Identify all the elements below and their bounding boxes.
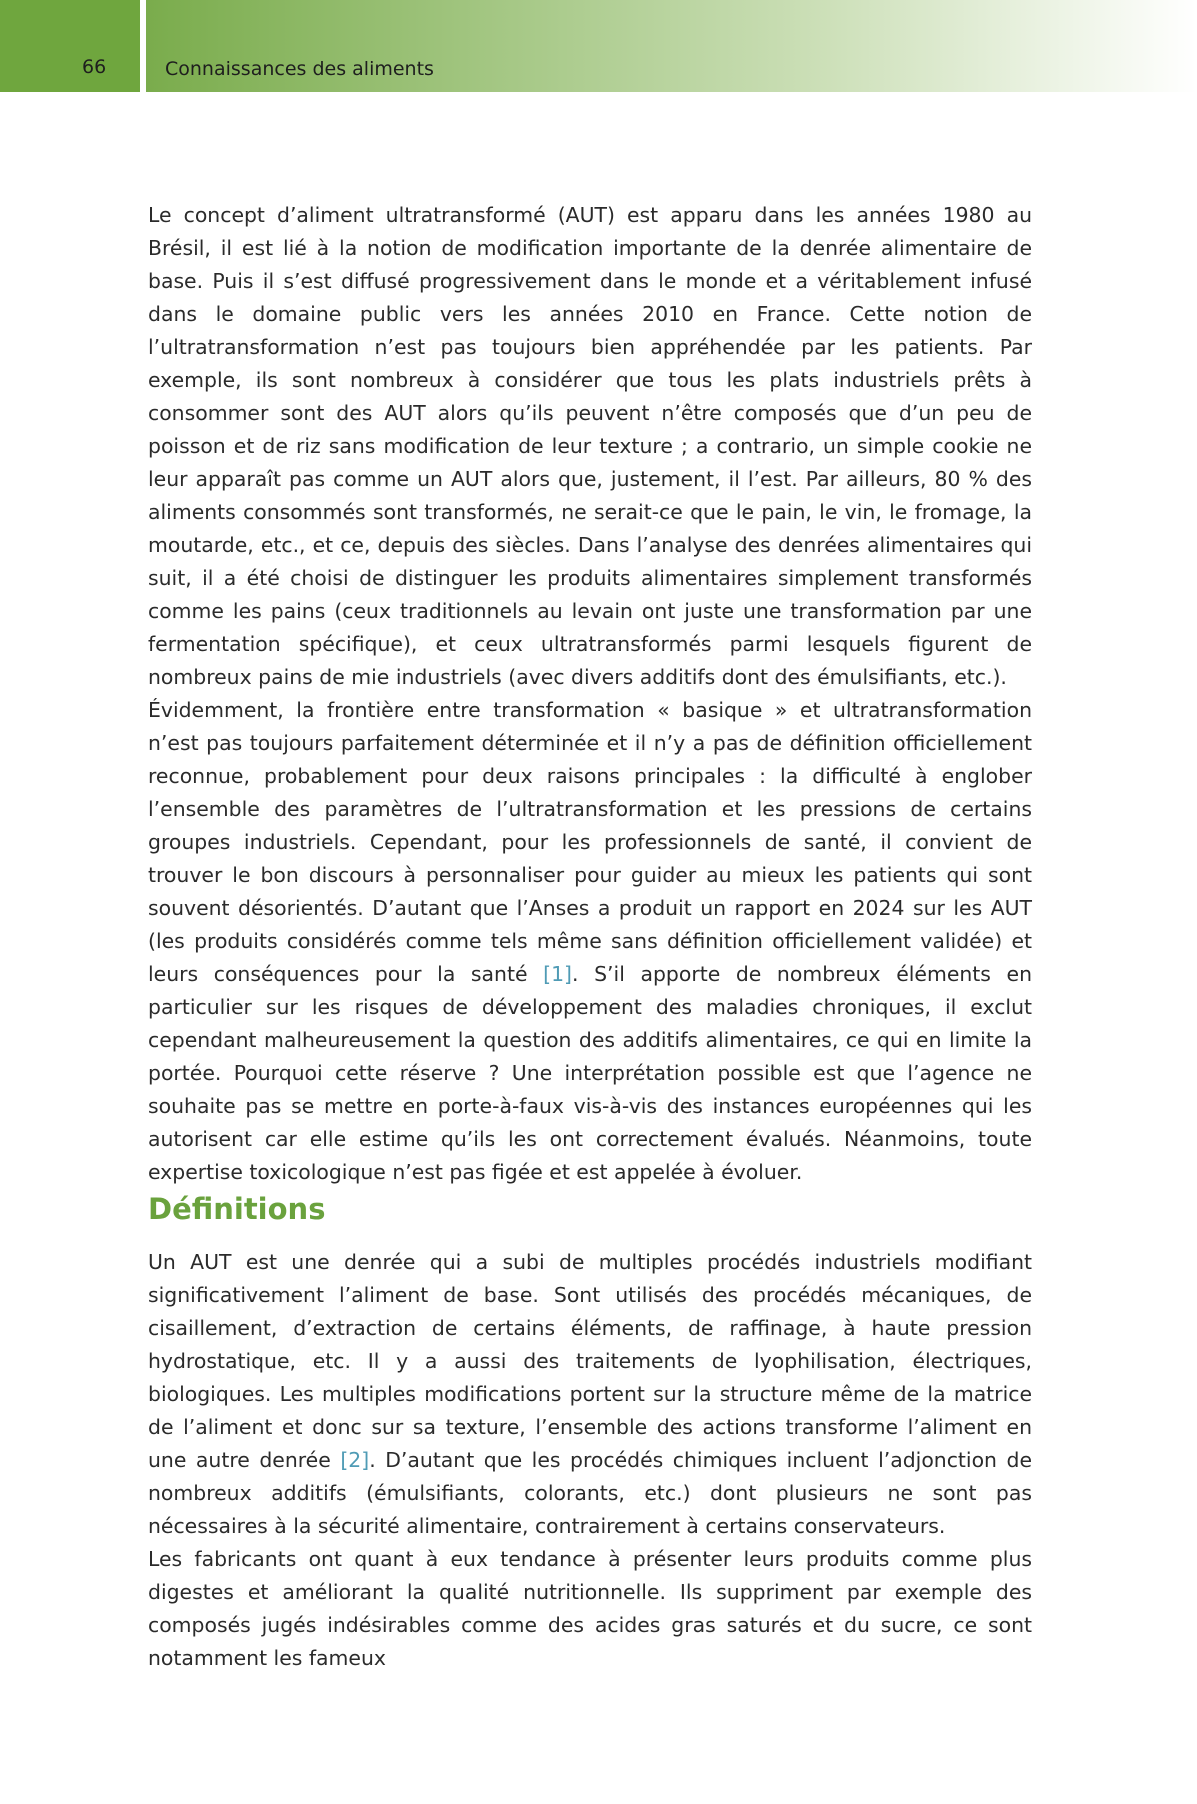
paragraph bbox=[148, 1543, 1032, 1675]
citation-link-2[interactable]: [2] bbox=[340, 1448, 370, 1472]
definitions-section bbox=[148, 1246, 1032, 1675]
paragraph-text: Évidemment, la frontière entre transformation « basique » et ultratransformation n’est pas toujours parfaitement déterminée et il n’y a pas de définition officiellement reconnue, probablement pour deux raisons principales : la difficulté à englober l’ensemble des paramètres de l’ultratransformation et les pressions de certains groupes industriels. Cependant, pour les professionnels de santé, il convient de trouver le bon discours à personnaliser pour guider au mieux les patients qui sont souvent désorientés. D’autant que l’Anses a produit un rapport en 2024 sur les AUT (les produits considérés comme tels même sans définition officiellement validée) et leurs conséquences pour la santé bbox=[148, 698, 1032, 986]
chapter-title: Connaissances des aliments bbox=[165, 58, 434, 80]
paragraph-text: . S’il apporte de nombreux éléments en particulier sur les risques de développement des maladies chroniques, il exclut cependant malheureusement la question des additifs alimentaires, ce qui en limite la portée. Pourquoi cette réserve ? Une interprétation possible est que l’agence ne souhaite pas se mettre en porte-à-faux vis-à-vis des instances européennes qui les autorisent car elle estime qu’ils les ont correctement évalués. Néanmoins, toute expertise toxicologique n’est pas figée et est appelée à évoluer. bbox=[148, 962, 1032, 1184]
paragraph-text: Les fabricants ont quant à eux tendance à présenter leurs produits comme plus digestes et améliorant la qualité nutritionnelle. Ils suppriment par exemple des composés jugés indésirables comme des acides gras saturés et du sucre, ce sont notamment les fameux bbox=[148, 1547, 1032, 1670]
page-number-box bbox=[0, 0, 140, 92]
section-heading-definitions: Définitions bbox=[148, 1192, 326, 1226]
paragraph-text: Le concept d’aliment ultratransformé (AUT) est apparu dans les années 1980 au Brésil, il est lié à la notion de modification importante de la denrée alimentaire de base. Puis il s’est diffusé progressivement dans le monde et a véritablement infusé dans le domaine public vers les années 2010 en France. Cette notion de l’ultratransformation n’est pas toujours bien appréhendée par les patients. Par exemple, ils sont nombreux à considérer que tous les plats industriels prêts à consommer sont des AUT alors qu’ils peuvent n’être composés que d’un peu de poisson et de riz sans modification de leur texture ; a contrario, un simple cookie ne leur apparaît pas comme un AUT alors que, justement, il l’est. Par ailleurs, 80 % des aliments consommés sont transformés, ne serait-ce que le pain, le vin, le fromage, la moutarde, etc., et ce, depuis des siècles. Dans l’analyse des denrées alimentaires qui suit, il a été choisi de distinguer les produits alimentaires simplement transformés comme les pains (ceux traditionnels au levain ont juste une transformation par une fermentation spécifique), et ceux ultratransformés parmi lesquels figurent de nombreux pains de mie industriels (avec divers additifs dont des émulsifiants, etc.). bbox=[148, 203, 1032, 689]
page-number: 66 bbox=[82, 56, 107, 78]
page-header bbox=[0, 0, 1197, 92]
paragraph-text: . D’autant que les procédés chimiques incluent l’adjonction de nombreux additifs (émulsifiants, colorants, etc.) dont plusieurs ne sont pas nécessaires à la sécurité alimentaire, contrairement à certains conservateurs. bbox=[148, 1448, 1032, 1538]
paragraph bbox=[148, 1246, 1032, 1543]
paragraph bbox=[148, 694, 1032, 1189]
citation-link-1[interactable]: [1] bbox=[543, 962, 573, 986]
paragraph-text: Un AUT est une denrée qui a subi de multiples procédés industriels modifiant significativement l’aliment de base. Sont utilisés des procédés mécaniques, de cisaillement, d’extraction de certains éléments, de raffinage, à haute pression hydrostatique, etc. Il y a aussi des traitements de lyophilisation, électriques, biologiques. Les multiples modifications portent sur la structure même de la matrice de l’aliment et donc sur sa texture, l’ensemble des actions transforme l’aliment en une autre denrée bbox=[148, 1250, 1032, 1472]
paragraph bbox=[148, 199, 1032, 694]
intro-section bbox=[148, 199, 1032, 1189]
